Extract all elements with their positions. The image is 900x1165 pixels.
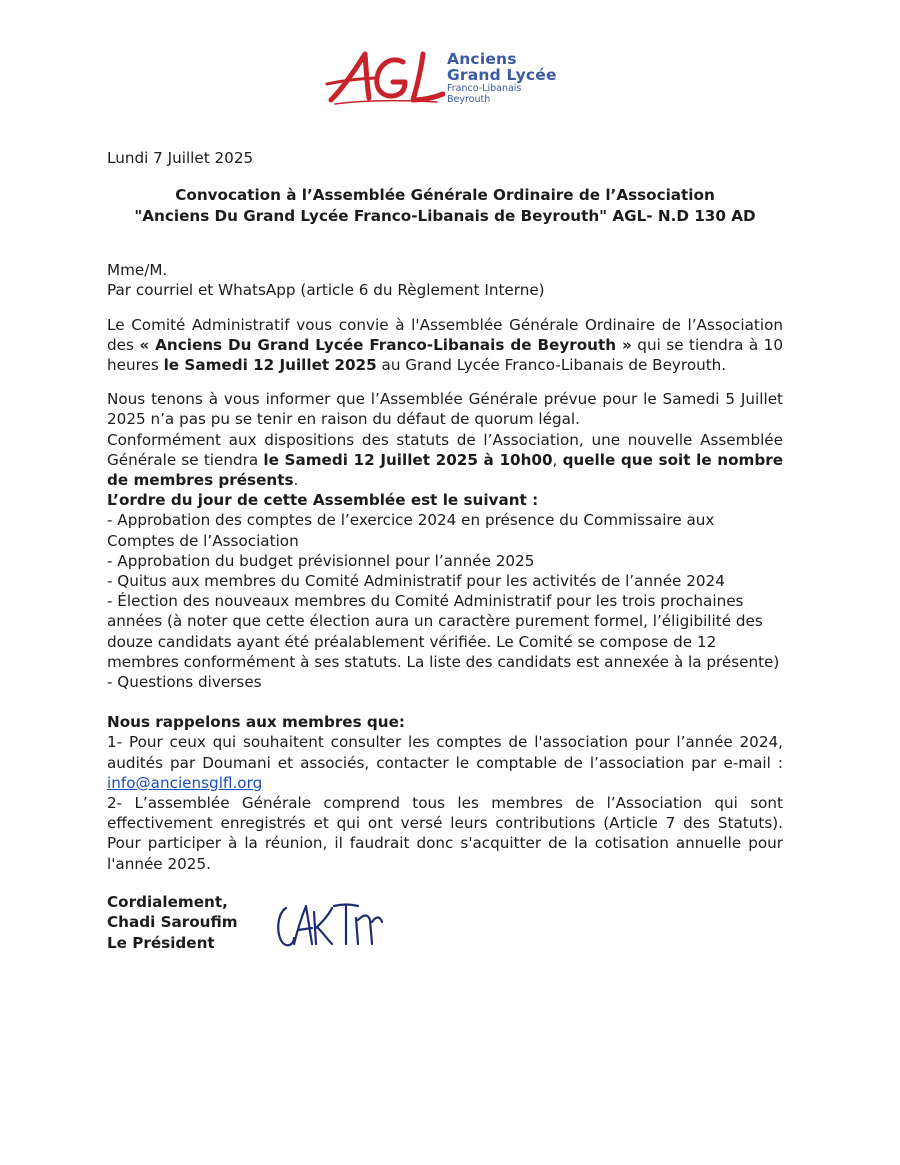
association-name: « Anciens Du Grand Lycée Franco-Libanais de Beyrouth »	[139, 335, 632, 354]
logo-line-beyrouth: Beyrouth	[447, 94, 491, 105]
salutation: Cordialement,	[107, 892, 228, 911]
logo-wordmark	[447, 51, 557, 105]
reminder-heading	[107, 712, 783, 732]
letter-body	[107, 148, 783, 956]
signatory-role: Le Président	[107, 933, 215, 952]
letter-title	[107, 185, 783, 226]
agenda-item: - Élection des nouveaux membres du Comité Administratif pour les trois prochaines années (à noter que cette élection aura un caractère purement formel, l’éligibilité des douze candidats ayant été préalablement vérifiée. Le Comité se compose de 12 membres conformément à ses statuts. La liste des candidats est annexée à la présente)	[107, 592, 780, 671]
handwritten-signature	[272, 898, 384, 950]
recipient-line: Mme/M.	[107, 261, 168, 280]
invitation-paragraph	[107, 315, 783, 376]
agenda-item: - Approbation des comptes de l’exercice 2024 en présence du Commissaire aux Comptes de l’Association	[107, 511, 715, 550]
email-link[interactable]: info@anciensglfl.org	[107, 773, 263, 792]
invitation-text-1: Le Comité Administratif vous convie à l'Assemblée Générale Ordinaire de l’Association des	[107, 315, 783, 354]
delivery-method: Par courriel et WhatsApp (article 6 du Règlement Interne)	[107, 281, 545, 300]
new-assembly-text-3: .	[293, 471, 299, 490]
new-assembly-paragraph	[107, 430, 783, 491]
reminder-item-1	[107, 732, 783, 793]
agl-logo	[325, 48, 585, 110]
reminder-item-1-text: 1- Pour ceux qui souhaitent consulter les comptes de l'association pour l’année 2024, audités par Doumani et associés, contacter le comptable de l’association par e-mail :	[107, 733, 783, 772]
agenda-heading	[107, 490, 783, 510]
signature-block	[107, 892, 783, 956]
reminder-item-2: 2- L’assemblée Générale comprend tous les membres de l’Association qui sont effectivement enregistrés et qui ont versé leurs contributions (Article 7 des Statuts). Pour participer à la réunion, il faudrait donc s'acquitter de la cotisation annuelle pour l'année 2025.	[107, 794, 783, 873]
logo-line-anciens: Anciens	[447, 50, 517, 68]
title-line-2: "Anciens Du Grand Lycée Franco-Libanais de Beyrouth" AGL- N.D 130 AD	[134, 206, 756, 225]
quorum-paragraph: Nous tenons à vous informer que l’Assemblée Générale prévue pour le Samedi 5 Juillet 2025 n’a pas pu se tenir en raison du défaut de quorum légal.	[107, 390, 783, 429]
quorum-note: quelle que soit le nombre de membres présents	[107, 450, 784, 490]
agenda-item: - Quitus aux membres du Comité Administratif pour les activités de l’année 2024	[107, 572, 725, 591]
agenda-item: - Approbation du budget prévisionnel pour l’année 2025	[107, 551, 535, 570]
logo-line-grand-lycee: Grand Lycée	[447, 66, 557, 84]
reminder-heading-text: Nous rappelons aux membres que:	[107, 713, 405, 732]
new-assembly-text-1: Conformément aux dispositions des statuts de l’Association, une nouvelle Assemblée Générale se tiendra	[107, 430, 783, 469]
title-line-1: Convocation à l’Assemblée Générale Ordinaire de l’Association	[175, 186, 715, 205]
signatory-name: Chadi Saroufim	[107, 913, 238, 932]
new-assembly-text-2: ,	[552, 450, 563, 469]
new-assembly-date: le Samedi 12 Juillet 2025 à 10h00	[263, 450, 553, 469]
invitation-text-2: qui se tiendra à 10 heures	[107, 335, 783, 375]
letter-date: Lundi 7 Juillet 2025	[107, 149, 254, 167]
meeting-date: le Samedi 12 Juillet 2025	[163, 356, 377, 375]
signatory	[107, 892, 783, 954]
agenda-heading-text: L’ordre du jour de cette Assemblée est le suivant :	[107, 491, 539, 510]
agenda-item: - Questions diverses	[107, 673, 262, 692]
invitation-text-3: au Grand Lycée Franco-Libanais de Beyrouth.	[376, 356, 727, 375]
agl-logo-mark	[325, 48, 445, 110]
logo-line-franco-libanais: Franco-Libanais	[447, 83, 522, 94]
